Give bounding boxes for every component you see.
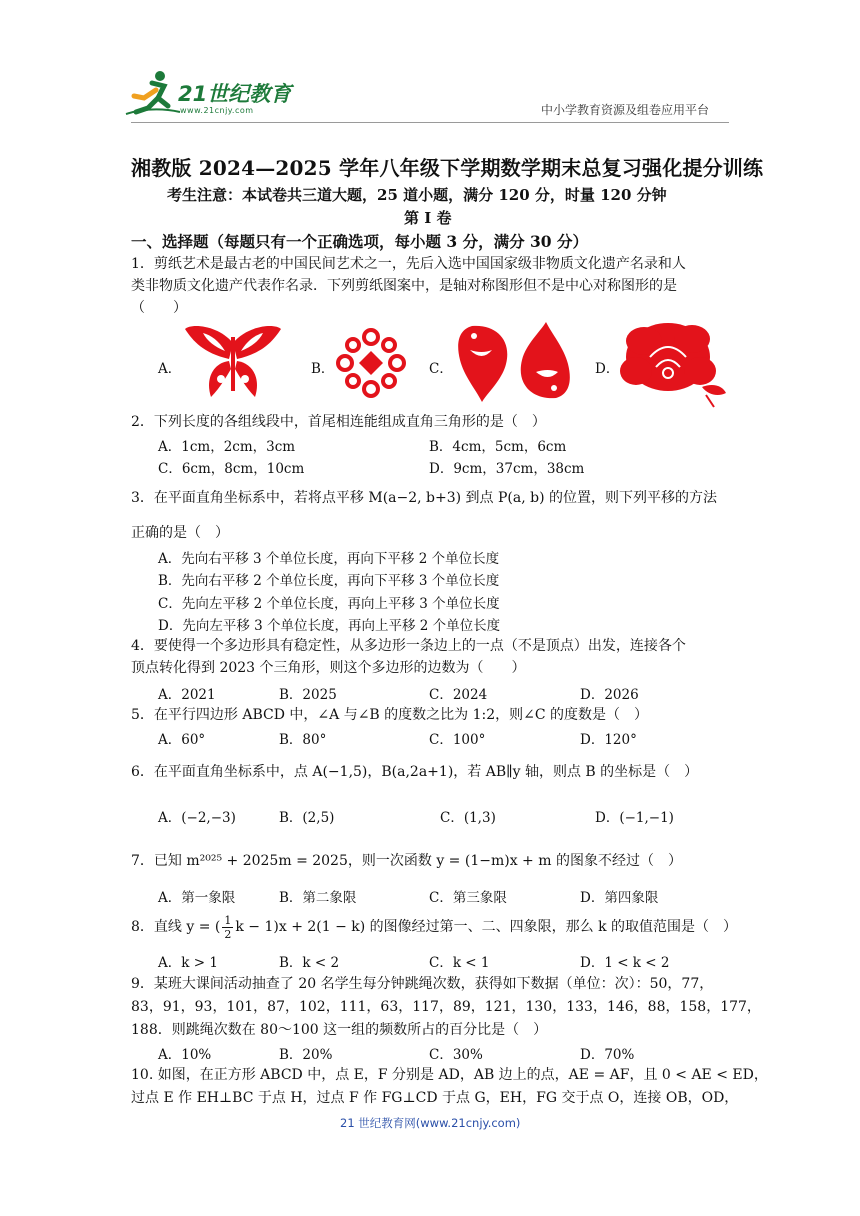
q9-option-c[interactable]: C．30% <box>429 1047 483 1063</box>
q1-option-d[interactable]: D． <box>595 361 620 377</box>
q7-option-d[interactable]: D．第四象限 <box>580 890 659 906</box>
q8-option-c[interactable]: C．k < 1 <box>429 955 490 971</box>
q6-stem: 6．在平面直角坐标系中，点 A(−1,5)，B(a,2a+1)，若 AB∥y 轴，则点 B 的坐标是（ ） <box>131 764 699 780</box>
q9-option-d[interactable]: D．70% <box>580 1047 635 1063</box>
logo-url: www.21cnjy.com <box>180 106 254 115</box>
exam-notice: 考生注意：本试卷共三道大题，25 道小题，满分 120 分，时量 120 分钟 <box>167 186 667 204</box>
q1-option-b[interactable]: B． <box>311 361 335 377</box>
q7-option-a[interactable]: A．第一象限 <box>158 890 236 906</box>
q8-option-d[interactable]: D．1 < k < 2 <box>580 955 670 971</box>
q5-option-b[interactable]: B．80° <box>279 732 327 748</box>
peony-papercut-icon <box>614 317 728 409</box>
q9-line2: 83，91，93，101，87，102，111，63，117，89，121，130，133，146，88，158，177， <box>131 999 761 1015</box>
header-divider <box>131 122 729 123</box>
q2-stem: 2．下列长度的各组线段中，首尾相连能组成直角三角形的是（ ） <box>131 414 546 430</box>
q3-option-c[interactable]: C．先向左平移 2 个单位长度，再向上平移 3 个单位长度 <box>158 596 500 612</box>
q4-line1: 4．要使得一个多边形具有稳定性，从多边形一条边上的一点（不是顶点）出发，连接各个 <box>131 638 686 654</box>
q5-option-d[interactable]: D．120° <box>580 732 637 748</box>
q9-line3: 188．则跳绳次数在 80～100 这一组的频数所占的百分比是（ ） <box>131 1022 548 1038</box>
q5-stem: 5．在平行四边形 ABCD 中，∠A 与∠B 的度数之比为 1:2，则∠C 的度数是（ ） <box>131 707 649 723</box>
q3-line2: 正确的是（ ） <box>131 525 229 541</box>
q5-option-c[interactable]: C．100° <box>429 732 486 748</box>
q7-option-c[interactable]: C．第三象限 <box>429 890 507 906</box>
q1-line1: 1．剪纸艺术是最古老的中国民间艺术之一，先后入选中国国家级非物质文化遗产名录和人 <box>131 256 686 272</box>
q4-option-d[interactable]: D．2026 <box>580 687 639 703</box>
q10-line2: 过点 E 作 EH⊥BC 于点 H，过点 F 作 FG⊥CD 于点 G，EH，FG 交于点 O，连接 OB，OD， <box>131 1090 739 1106</box>
q3-option-a[interactable]: A．先向右平移 3 个单位长度，再向下平移 2 个单位长度 <box>158 551 500 567</box>
runner-logo-icon <box>122 68 182 118</box>
q8-frac-num: 1 <box>224 913 232 927</box>
page-title: 湘教版 2024—2025 学年八年级下学期数学期末总复习强化提分训练 <box>131 156 764 180</box>
q3-option-b[interactable]: B．先向右平移 2 个单位长度，再向下平移 3 个单位长度 <box>158 573 500 589</box>
q8-option-b[interactable]: B．k < 2 <box>279 955 340 971</box>
q9-line1: 9．某班大课间活动抽查了 20 名学生每分钟跳绳次数，获得如下数据（单位：次）：50，77， <box>131 976 714 992</box>
site-logo[interactable] <box>122 68 292 118</box>
volume-label: 第 I 卷 <box>404 209 452 227</box>
q7-stem: 7．已知 m²⁰²⁵ + 2025m = 2025，则一次函数 y = (1−m)x + m 的图象不经过（ ） <box>131 853 682 869</box>
platform-label: 中小学教育资源及组卷应用平台 <box>541 103 710 117</box>
q8-option-a[interactable]: A．k > 1 <box>158 955 218 971</box>
q1-line3: （ ） <box>131 300 187 316</box>
q8-fraction <box>222 914 233 941</box>
koi-papercut-icon <box>452 320 576 404</box>
q4-option-c[interactable]: C．2024 <box>429 687 488 703</box>
q3-option-d[interactable]: D．先向左平移 3 个单位长度，再向上平移 2 个单位长度 <box>158 618 501 634</box>
q7-option-b[interactable]: B．第二象限 <box>279 890 357 906</box>
knot-papercut-icon <box>333 325 409 401</box>
logo-text: 21世纪教育 <box>178 82 292 106</box>
q1-option-a[interactable]: A． <box>158 361 182 377</box>
q8-stem-pre: 8．直线 y = ( <box>131 919 221 935</box>
q3-line1: 3．在平面直角坐标系中，若将点平移 M(a−2, b+3) 到点 P(a, b) 的位置，则下列平移的方法 <box>131 490 718 506</box>
q4-option-a[interactable]: A．2021 <box>158 687 216 703</box>
footer-link[interactable]: 21 世纪教育网(www.21cnjy.com) <box>340 1116 521 1130</box>
q6-option-c[interactable]: C．(1,3) <box>440 810 496 826</box>
q2-option-d[interactable]: D．9cm，37cm，38cm <box>429 461 585 477</box>
q1-option-c[interactable]: C． <box>429 361 453 377</box>
q8-stem-post: k − 1)x + 2(1 − k) 的图像经过第一、二、四象限，那么 k 的取值范围是（ ） <box>235 919 738 935</box>
q8-frac-den: 2 <box>224 927 232 941</box>
butterfly-papercut-icon <box>183 323 283 401</box>
q9-option-b[interactable]: B．20% <box>279 1047 333 1063</box>
section-heading: 一、选择题（每题只有一个正确选项，每小题 3 分，满分 30 分） <box>131 232 588 251</box>
q4-option-b[interactable]: B．2025 <box>279 687 337 703</box>
q5-option-a[interactable]: A．60° <box>158 732 206 748</box>
q1-line2: 类非物质文化遗产代表作名录．下列剪纸图案中，是轴对称图形但不是中心对称图形的是 <box>131 278 677 294</box>
q6-option-a[interactable]: A．(−2,−3) <box>158 810 236 826</box>
q2-option-c[interactable]: C．6cm，8cm，10cm <box>158 461 305 477</box>
q9-option-a[interactable]: A．10% <box>158 1047 212 1063</box>
q2-option-a[interactable]: A．1cm，2cm，3cm <box>158 439 296 455</box>
q10-line1: 10. 如图，在正方形 ABCD 中，点 E，F 分别是 AD，AB 边上的点，AE = AF，且 0 < AE < ED， <box>131 1067 768 1083</box>
q2-option-b[interactable]: B．4cm，5cm，6cm <box>429 439 567 455</box>
q6-option-b[interactable]: B．(2,5) <box>279 810 335 826</box>
q8-stem <box>131 908 737 946</box>
q4-line2: 顶点转化得到 2023 个三角形，则这个多边形的边数为（ ） <box>131 660 526 676</box>
q6-option-d[interactable]: D．(−1,−1) <box>595 810 674 826</box>
